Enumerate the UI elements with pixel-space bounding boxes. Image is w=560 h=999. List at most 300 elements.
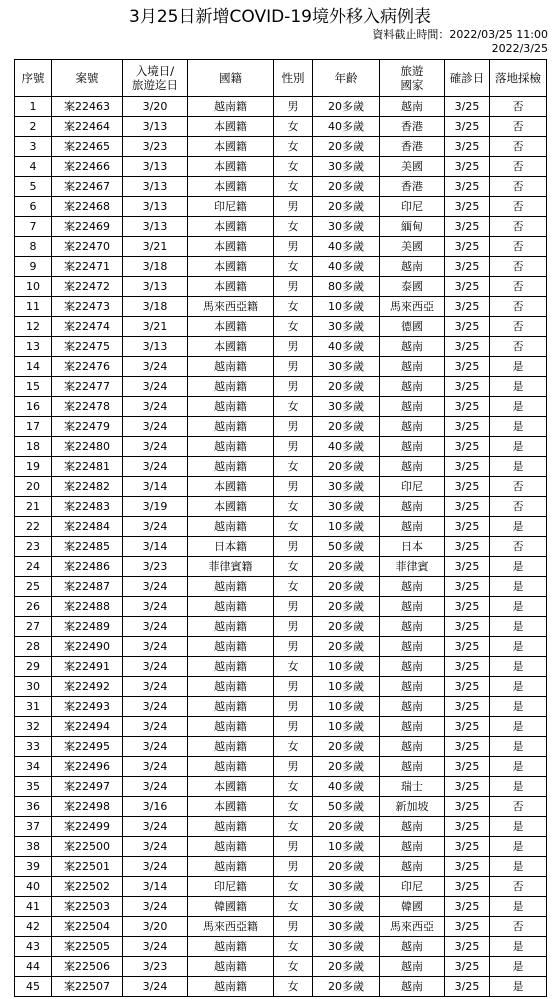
cell-sex: 男 <box>274 837 313 857</box>
cell-nationality: 馬來西亞籍 <box>188 297 274 317</box>
cell-landing-test: 是 <box>490 857 547 877</box>
cell-travel-country: 越南 <box>380 357 445 377</box>
cell-nationality: 本國籍 <box>188 257 274 277</box>
table-row <box>15 177 547 197</box>
cell-no: 14 <box>15 357 52 377</box>
cell-landing-test: 是 <box>490 837 547 857</box>
table-row <box>15 157 547 177</box>
cell-entry-date: 3/14 <box>123 477 188 497</box>
cell-nationality: 越南籍 <box>188 417 274 437</box>
cell-landing-test: 是 <box>490 897 547 917</box>
cell-entry-date: 3/14 <box>123 537 188 557</box>
cell-case: 案22475 <box>52 337 123 357</box>
cell-landing-test: 是 <box>490 377 547 397</box>
cell-sex: 女 <box>274 117 313 137</box>
cell-nationality: 越南籍 <box>188 617 274 637</box>
cell-confirm-date: 3/25 <box>445 617 490 637</box>
cell-nationality: 越南籍 <box>188 937 274 957</box>
cell-confirm-date: 3/25 <box>445 377 490 397</box>
cell-no: 26 <box>15 597 52 617</box>
cell-case: 案22489 <box>52 617 123 637</box>
cell-travel-country: 瑞士 <box>380 777 445 797</box>
cell-age: 10多歲 <box>313 517 380 537</box>
cell-case: 案22501 <box>52 857 123 877</box>
table-row <box>15 137 547 157</box>
cell-entry-date: 3/24 <box>123 977 188 997</box>
cell-case: 案22490 <box>52 637 123 657</box>
cell-no: 20 <box>15 477 52 497</box>
cell-travel-country: 越南 <box>380 97 445 117</box>
table-row <box>15 277 547 297</box>
header-landing-test: 落地採檢 <box>490 60 547 97</box>
cell-landing-test: 否 <box>490 797 547 817</box>
cell-landing-test: 是 <box>490 697 547 717</box>
cell-sex: 男 <box>274 237 313 257</box>
cell-landing-test: 否 <box>490 297 547 317</box>
cell-landing-test: 否 <box>490 257 547 277</box>
cell-case: 案22493 <box>52 697 123 717</box>
cell-confirm-date: 3/25 <box>445 297 490 317</box>
cell-confirm-date: 3/25 <box>445 597 490 617</box>
cell-entry-date: 3/13 <box>123 117 188 137</box>
cell-entry-date: 3/24 <box>123 777 188 797</box>
cell-case: 案22491 <box>52 657 123 677</box>
cell-nationality: 本國籍 <box>188 317 274 337</box>
table-row <box>15 937 547 957</box>
cell-sex: 女 <box>274 577 313 597</box>
cell-nationality: 越南籍 <box>188 957 274 977</box>
cell-age: 20多歲 <box>313 577 380 597</box>
cell-travel-country: 越南 <box>380 517 445 537</box>
cell-nationality: 越南籍 <box>188 97 274 117</box>
cell-case: 案22505 <box>52 937 123 957</box>
cell-confirm-date: 3/25 <box>445 857 490 877</box>
cell-age: 30多歲 <box>313 157 380 177</box>
cell-nationality: 本國籍 <box>188 137 274 157</box>
cell-confirm-date: 3/25 <box>445 137 490 157</box>
cell-travel-country: 德國 <box>380 317 445 337</box>
cell-confirm-date: 3/25 <box>445 437 490 457</box>
cell-no: 10 <box>15 277 52 297</box>
cell-nationality: 越南籍 <box>188 457 274 477</box>
cell-landing-test: 是 <box>490 557 547 577</box>
cell-travel-country: 韓國 <box>380 897 445 917</box>
cell-sex: 男 <box>274 917 313 937</box>
cell-no: 6 <box>15 197 52 217</box>
cell-no: 28 <box>15 637 52 657</box>
cell-landing-test: 是 <box>490 757 547 777</box>
cell-case: 案22477 <box>52 377 123 397</box>
cell-no: 16 <box>15 397 52 417</box>
cell-nationality: 本國籍 <box>188 477 274 497</box>
table-row <box>15 337 547 357</box>
cell-landing-test: 是 <box>490 817 547 837</box>
cell-sex: 女 <box>274 657 313 677</box>
cell-sex: 女 <box>274 937 313 957</box>
cell-age: 20多歲 <box>313 97 380 117</box>
table-row <box>15 237 547 257</box>
table-row <box>15 657 547 677</box>
cell-case: 案22473 <box>52 297 123 317</box>
cell-confirm-date: 3/25 <box>445 277 490 297</box>
cell-no: 5 <box>15 177 52 197</box>
cell-sex: 男 <box>274 857 313 877</box>
table-row <box>15 117 547 137</box>
cell-entry-date: 3/13 <box>123 157 188 177</box>
cell-sex: 男 <box>274 277 313 297</box>
cell-sex: 男 <box>274 677 313 697</box>
cell-confirm-date: 3/25 <box>445 477 490 497</box>
report-date: 2022/3/25 <box>491 42 548 55</box>
table-row <box>15 517 547 537</box>
cell-no: 17 <box>15 417 52 437</box>
cell-confirm-date: 3/25 <box>445 757 490 777</box>
cell-entry-date: 3/19 <box>123 497 188 517</box>
cell-travel-country: 越南 <box>380 417 445 437</box>
cell-confirm-date: 3/25 <box>445 357 490 377</box>
cell-case: 案22484 <box>52 517 123 537</box>
cell-entry-date: 3/16 <box>123 797 188 817</box>
cell-sex: 男 <box>274 417 313 437</box>
cell-entry-date: 3/24 <box>123 457 188 477</box>
cell-entry-date: 3/14 <box>123 877 188 897</box>
cell-age: 20多歲 <box>313 417 380 437</box>
cell-travel-country: 越南 <box>380 737 445 757</box>
cell-case: 案22474 <box>52 317 123 337</box>
cell-landing-test: 否 <box>490 197 547 217</box>
cell-sex: 女 <box>274 297 313 317</box>
cell-no: 43 <box>15 937 52 957</box>
cell-landing-test: 是 <box>490 577 547 597</box>
table-row <box>15 877 547 897</box>
cell-entry-date: 3/18 <box>123 297 188 317</box>
cell-travel-country: 越南 <box>380 657 445 677</box>
cell-travel-country: 越南 <box>380 577 445 597</box>
cell-sex: 女 <box>274 217 313 237</box>
cell-nationality: 越南籍 <box>188 717 274 737</box>
cell-travel-country: 越南 <box>380 497 445 517</box>
cell-travel-country: 越南 <box>380 817 445 837</box>
cell-age: 20多歲 <box>313 757 380 777</box>
cell-entry-date: 3/24 <box>123 397 188 417</box>
cell-confirm-date: 3/25 <box>445 717 490 737</box>
cell-confirm-date: 3/25 <box>445 777 490 797</box>
cell-confirm-date: 3/25 <box>445 517 490 537</box>
cell-sex: 女 <box>274 157 313 177</box>
cell-travel-country: 越南 <box>380 257 445 277</box>
cell-confirm-date: 3/25 <box>445 557 490 577</box>
table-row <box>15 777 547 797</box>
cell-travel-country: 緬甸 <box>380 217 445 237</box>
cell-sex: 女 <box>274 977 313 997</box>
cell-entry-date: 3/21 <box>123 317 188 337</box>
table-row <box>15 817 547 837</box>
cell-entry-date: 3/23 <box>123 137 188 157</box>
cell-case: 案22468 <box>52 197 123 217</box>
cell-no: 45 <box>15 977 52 997</box>
cell-confirm-date: 3/25 <box>445 397 490 417</box>
table-row <box>15 957 547 977</box>
cell-confirm-date: 3/25 <box>445 217 490 237</box>
cell-no: 31 <box>15 697 52 717</box>
cell-sex: 男 <box>274 697 313 717</box>
cell-travel-country: 菲律賓 <box>380 557 445 577</box>
cell-sex: 女 <box>274 517 313 537</box>
cell-landing-test: 是 <box>490 357 547 377</box>
cell-age: 40多歲 <box>313 437 380 457</box>
cell-travel-country: 越南 <box>380 377 445 397</box>
cell-landing-test: 是 <box>490 457 547 477</box>
cell-no: 32 <box>15 717 52 737</box>
table-row <box>15 637 547 657</box>
cell-nationality: 本國籍 <box>188 217 274 237</box>
cell-entry-date: 3/24 <box>123 857 188 877</box>
cell-confirm-date: 3/25 <box>445 97 490 117</box>
cell-no: 7 <box>15 217 52 237</box>
cell-case: 案22469 <box>52 217 123 237</box>
cell-nationality: 越南籍 <box>188 837 274 857</box>
cell-entry-date: 3/24 <box>123 617 188 637</box>
header-travel-country: 旅遊 國家 <box>380 60 445 97</box>
cell-nationality: 越南籍 <box>188 657 274 677</box>
cell-entry-date: 3/20 <box>123 97 188 117</box>
cell-nationality: 越南籍 <box>188 437 274 457</box>
cell-travel-country: 美國 <box>380 237 445 257</box>
table-row <box>15 797 547 817</box>
cell-travel-country: 越南 <box>380 957 445 977</box>
cell-no: 36 <box>15 797 52 817</box>
cell-nationality: 馬來西亞籍 <box>188 917 274 937</box>
cell-nationality: 本國籍 <box>188 337 274 357</box>
cell-sex: 女 <box>274 777 313 797</box>
cell-age: 20多歲 <box>313 737 380 757</box>
cell-landing-test: 否 <box>490 217 547 237</box>
cell-nationality: 越南籍 <box>188 697 274 717</box>
cell-age: 20多歲 <box>313 817 380 837</box>
table-row <box>15 577 547 597</box>
table-row <box>15 897 547 917</box>
cell-age: 30多歲 <box>313 937 380 957</box>
cell-travel-country: 香港 <box>380 137 445 157</box>
cell-entry-date: 3/24 <box>123 597 188 617</box>
cell-nationality: 本國籍 <box>188 177 274 197</box>
cell-landing-test: 否 <box>490 117 547 137</box>
cell-nationality: 越南籍 <box>188 357 274 377</box>
cell-entry-date: 3/24 <box>123 697 188 717</box>
header-case: 案號 <box>52 60 123 97</box>
table-row <box>15 757 547 777</box>
cell-no: 34 <box>15 757 52 777</box>
cell-case: 案22504 <box>52 917 123 937</box>
cell-entry-date: 3/21 <box>123 237 188 257</box>
cell-nationality: 越南籍 <box>188 977 274 997</box>
cell-sex: 女 <box>274 457 313 477</box>
cell-entry-date: 3/24 <box>123 937 188 957</box>
cell-landing-test: 否 <box>490 337 547 357</box>
cell-no: 21 <box>15 497 52 517</box>
cell-age: 10多歲 <box>313 677 380 697</box>
cell-age: 30多歲 <box>313 477 380 497</box>
cell-landing-test: 否 <box>490 877 547 897</box>
cell-confirm-date: 3/25 <box>445 197 490 217</box>
cell-entry-date: 3/13 <box>123 337 188 357</box>
cell-no: 18 <box>15 437 52 457</box>
cell-sex: 女 <box>274 797 313 817</box>
cell-case: 案22479 <box>52 417 123 437</box>
table-row <box>15 437 547 457</box>
cell-nationality: 越南籍 <box>188 857 274 877</box>
cell-no: 19 <box>15 457 52 477</box>
cell-confirm-date: 3/25 <box>445 897 490 917</box>
cell-nationality: 越南籍 <box>188 737 274 757</box>
cell-case: 案22496 <box>52 757 123 777</box>
cell-age: 30多歲 <box>313 917 380 937</box>
cell-case: 案22486 <box>52 557 123 577</box>
cell-no: 42 <box>15 917 52 937</box>
cell-landing-test: 是 <box>490 937 547 957</box>
cell-entry-date: 3/24 <box>123 837 188 857</box>
cell-nationality: 本國籍 <box>188 277 274 297</box>
cell-sex: 男 <box>274 597 313 617</box>
cell-age: 10多歲 <box>313 717 380 737</box>
table-row <box>15 97 547 117</box>
cell-entry-date: 3/13 <box>123 217 188 237</box>
cell-landing-test: 否 <box>490 477 547 497</box>
cell-sex: 男 <box>274 437 313 457</box>
cell-confirm-date: 3/25 <box>445 117 490 137</box>
table-row <box>15 197 547 217</box>
cell-sex: 男 <box>274 617 313 637</box>
table-row <box>15 557 547 577</box>
cell-confirm-date: 3/25 <box>445 677 490 697</box>
cell-no: 9 <box>15 257 52 277</box>
cell-travel-country: 美國 <box>380 157 445 177</box>
cell-travel-country: 越南 <box>380 937 445 957</box>
cell-travel-country: 越南 <box>380 677 445 697</box>
cell-no: 22 <box>15 517 52 537</box>
cell-no: 40 <box>15 877 52 897</box>
cell-landing-test: 否 <box>490 97 547 117</box>
table-row <box>15 837 547 857</box>
cell-nationality: 越南籍 <box>188 757 274 777</box>
cell-confirm-date: 3/25 <box>445 737 490 757</box>
cell-no: 25 <box>15 577 52 597</box>
cell-confirm-date: 3/25 <box>445 637 490 657</box>
table-row <box>15 497 547 517</box>
cell-age: 40多歲 <box>313 337 380 357</box>
cell-travel-country: 越南 <box>380 337 445 357</box>
cell-landing-test: 否 <box>490 277 547 297</box>
cell-age: 20多歲 <box>313 557 380 577</box>
cell-case: 案22503 <box>52 897 123 917</box>
cell-travel-country: 印尼 <box>380 477 445 497</box>
cell-landing-test: 是 <box>490 417 547 437</box>
cell-nationality: 本國籍 <box>188 797 274 817</box>
cell-no: 38 <box>15 837 52 857</box>
cell-travel-country: 越南 <box>380 617 445 637</box>
cell-travel-country: 越南 <box>380 637 445 657</box>
cell-entry-date: 3/24 <box>123 717 188 737</box>
cell-confirm-date: 3/25 <box>445 537 490 557</box>
header-age: 年齡 <box>313 60 380 97</box>
cell-confirm-date: 3/25 <box>445 957 490 977</box>
cell-case: 案22485 <box>52 537 123 557</box>
cell-case: 案22499 <box>52 817 123 837</box>
cell-case: 案22478 <box>52 397 123 417</box>
cell-no: 23 <box>15 537 52 557</box>
page-title: 3月25日新增COVID-19境外移入病例表 <box>129 7 431 27</box>
cell-landing-test: 是 <box>490 597 547 617</box>
cell-nationality: 越南籍 <box>188 577 274 597</box>
table-row <box>15 457 547 477</box>
cell-landing-test: 是 <box>490 957 547 977</box>
cell-age: 10多歲 <box>313 657 380 677</box>
cell-landing-test: 是 <box>490 977 547 997</box>
cell-sex: 女 <box>274 737 313 757</box>
cell-case: 案22482 <box>52 477 123 497</box>
cell-nationality: 越南籍 <box>188 517 274 537</box>
cell-confirm-date: 3/25 <box>445 817 490 837</box>
cell-sex: 女 <box>274 137 313 157</box>
cell-sex: 女 <box>274 817 313 837</box>
cell-case: 案22476 <box>52 357 123 377</box>
cell-no: 39 <box>15 857 52 877</box>
table-header-row <box>15 60 547 97</box>
cell-confirm-date: 3/25 <box>445 937 490 957</box>
cell-landing-test: 是 <box>490 677 547 697</box>
cell-nationality: 越南籍 <box>188 677 274 697</box>
cell-age: 10多歲 <box>313 297 380 317</box>
cell-entry-date: 3/24 <box>123 637 188 657</box>
cell-entry-date: 3/24 <box>123 757 188 777</box>
cell-no: 27 <box>15 617 52 637</box>
cell-no: 8 <box>15 237 52 257</box>
cell-no: 33 <box>15 737 52 757</box>
cell-nationality: 印尼籍 <box>188 877 274 897</box>
cell-confirm-date: 3/25 <box>445 317 490 337</box>
cell-confirm-date: 3/25 <box>445 157 490 177</box>
cell-no: 1 <box>15 97 52 117</box>
cell-landing-test: 否 <box>490 317 547 337</box>
cell-travel-country: 越南 <box>380 977 445 997</box>
cell-landing-test: 是 <box>490 657 547 677</box>
cell-entry-date: 3/24 <box>123 357 188 377</box>
cell-nationality: 印尼籍 <box>188 197 274 217</box>
cell-no: 4 <box>15 157 52 177</box>
cell-confirm-date: 3/25 <box>445 837 490 857</box>
cell-age: 50多歲 <box>313 537 380 557</box>
cell-entry-date: 3/24 <box>123 677 188 697</box>
cell-landing-test: 是 <box>490 517 547 537</box>
cell-entry-date: 3/24 <box>123 577 188 597</box>
cell-age: 30多歲 <box>313 397 380 417</box>
cell-sex: 女 <box>274 957 313 977</box>
cell-sex: 女 <box>274 177 313 197</box>
cell-age: 20多歲 <box>313 457 380 477</box>
cell-confirm-date: 3/25 <box>445 337 490 357</box>
table-row <box>15 537 547 557</box>
cell-travel-country: 香港 <box>380 117 445 137</box>
cell-landing-test: 是 <box>490 617 547 637</box>
cell-travel-country: 越南 <box>380 837 445 857</box>
cell-travel-country: 日本 <box>380 537 445 557</box>
cell-sex: 女 <box>274 557 313 577</box>
cell-travel-country: 泰國 <box>380 277 445 297</box>
cell-age: 20多歲 <box>313 137 380 157</box>
cell-age: 10多歲 <box>313 697 380 717</box>
cell-age: 20多歲 <box>313 977 380 997</box>
cell-entry-date: 3/24 <box>123 417 188 437</box>
